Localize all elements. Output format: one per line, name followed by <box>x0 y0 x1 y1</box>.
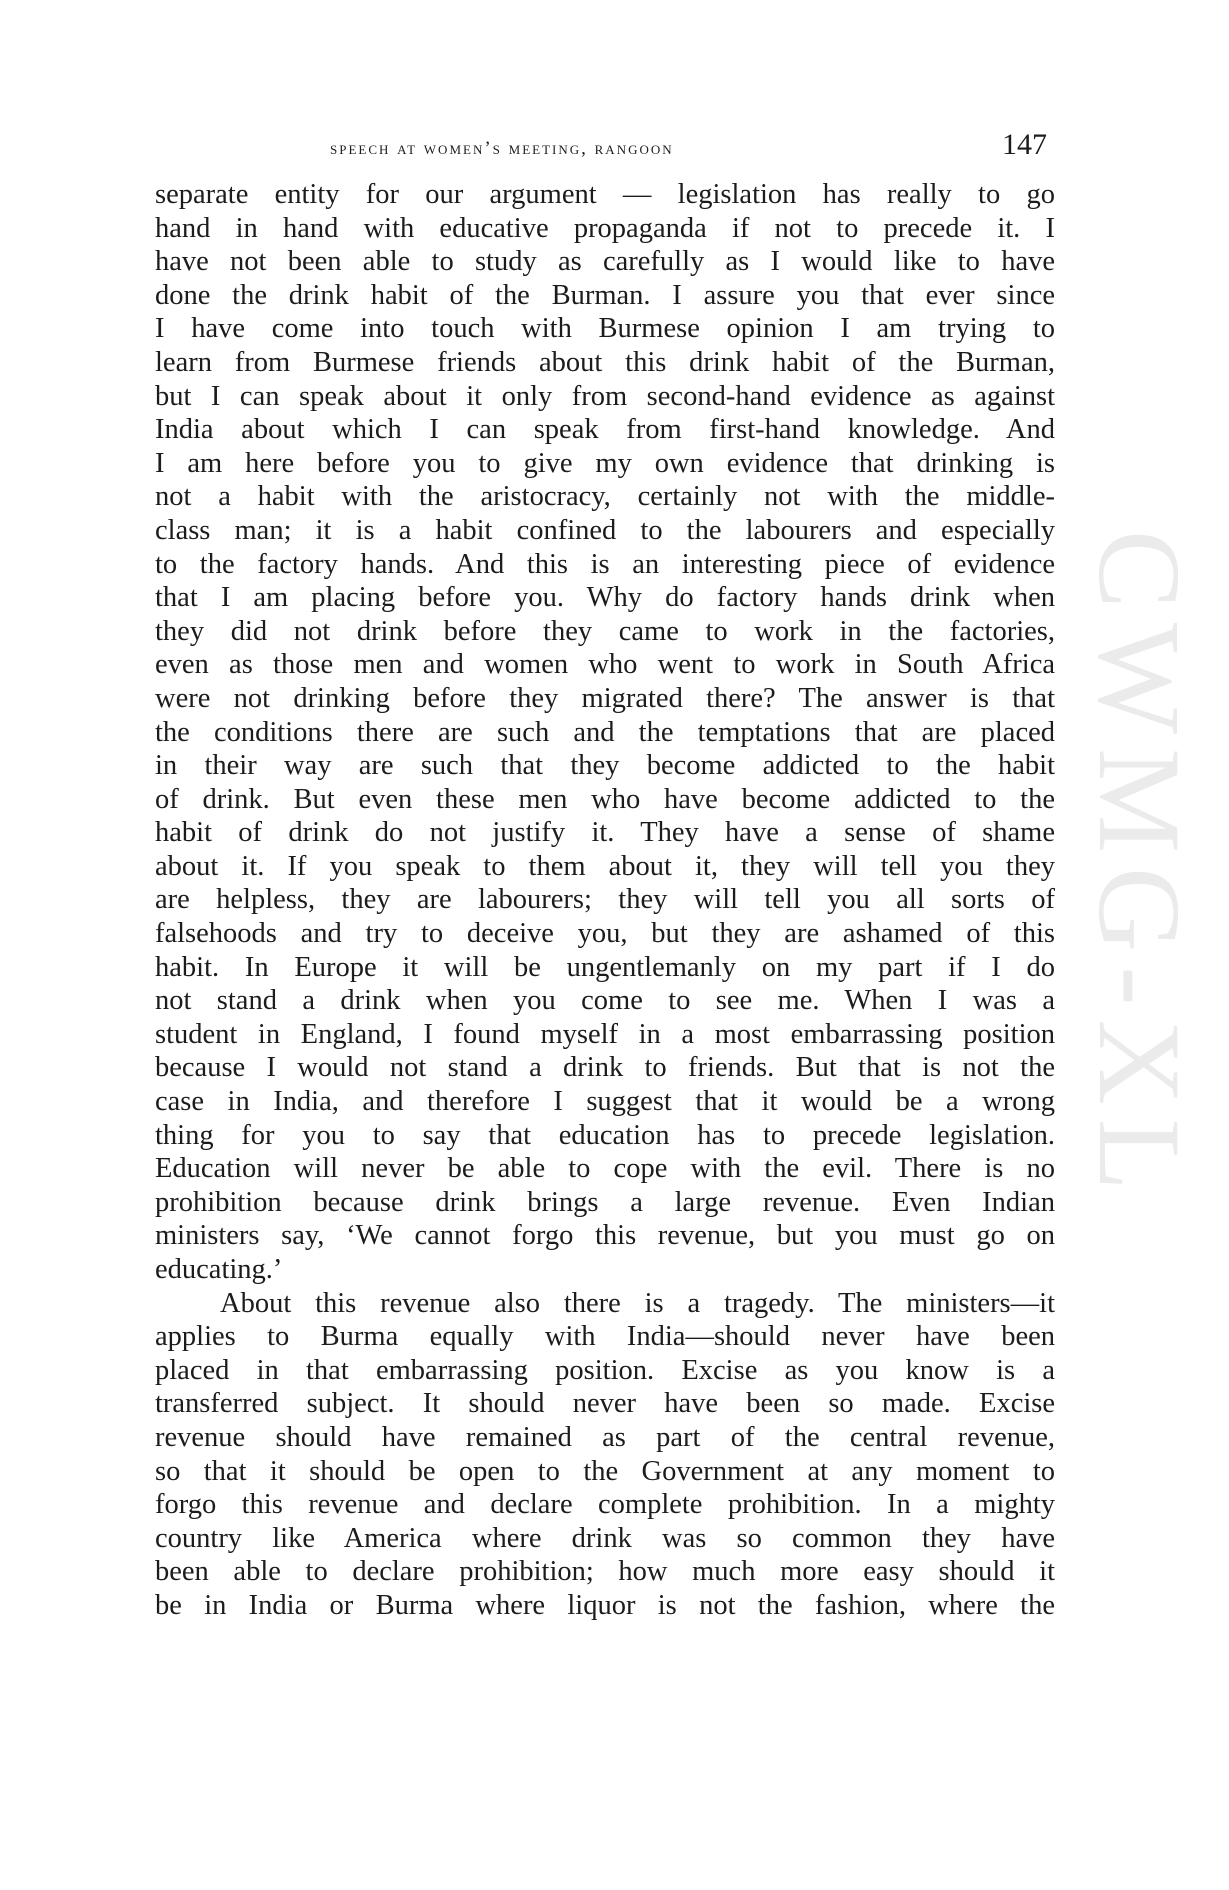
text-line: learn from Burmese friends about this drink habit of the Burman, <box>155 346 1055 378</box>
text-line: separate entity for our argument — legislation has really to go <box>155 179 1055 210</box>
text-line: be in India or Burma where liquor is not the fashion, where the <box>155 1589 1055 1621</box>
text-line: that I am placing before you. Why do factory hands drink when <box>155 582 1055 614</box>
paragraph <box>155 178 1055 1287</box>
page-header <box>155 128 1047 168</box>
text-line: they did not drink before they came to work in the factories, <box>155 615 1055 647</box>
text-line: of drink. But even these men who have become addicted to the <box>155 783 1055 815</box>
page-number: 147 <box>1002 128 1047 161</box>
text-line: Education will never be able to cope with the evil. There is no <box>155 1153 1055 1185</box>
text-line: the conditions there are such and the temptations that are placed <box>155 716 1055 748</box>
text-line: forgo this revenue and declare complete prohibition. In a mighty <box>155 1489 1055 1521</box>
text-line: been able to declare prohibition; how much more easy should it <box>155 1556 1055 1588</box>
text-line: habit. In Europe it will be ungentlemanly on my part if I do <box>155 951 1055 983</box>
text-line: so that it should be open to the Government at any moment to <box>155 1455 1055 1487</box>
text-line: class man; it is a habit confined to the labourers and especially <box>155 514 1055 546</box>
text-line: are helpless, they are labourers; they will tell you all sorts of <box>155 884 1055 916</box>
text-line: thing for you to say that education has to precede legislation. <box>155 1119 1055 1151</box>
text-line: ministers say, ‘We cannot forgo this revenue, but you must go on <box>155 1220 1055 1252</box>
text-line: even as those men and women who went to work in South Africa <box>155 649 1055 681</box>
text-line: falsehoods and try to deceive you, but they are ashamed of this <box>155 918 1055 950</box>
text-line: country like America where drink was so common they have <box>155 1522 1055 1554</box>
text-line: placed in that embarrassing position. Excise as you know is a <box>155 1354 1055 1386</box>
text-line: educating.’ <box>155 1254 283 1285</box>
text-line: not a habit with the aristocracy, certainly not with the middle- <box>155 481 1055 513</box>
text-line: to the factory hands. And this is an interesting piece of evidence <box>155 548 1055 580</box>
text-line: but I can speak about it only from second-hand evidence as against <box>155 380 1055 412</box>
text-line: because I would not stand a drink to friends. But that is not the <box>155 1052 1055 1084</box>
text-line: done the drink habit of the Burman. I assure you that ever since <box>155 279 1055 311</box>
body-text <box>155 178 1055 1623</box>
text-line: applies to Burma equally with India—should never have been <box>155 1321 1055 1353</box>
text-line: have not been able to study as carefully as I would like to have <box>155 246 1055 278</box>
text-line: were not drinking before they migrated there? The answer is that <box>155 682 1055 714</box>
watermark: CWMG-XL <box>1074 530 1205 1205</box>
running-head: speech at women’s meeting, rangoon <box>330 138 674 159</box>
text-line: About this revenue also there is a tragedy. The ministers—it <box>220 1287 1055 1319</box>
text-line: prohibition because drink brings a large revenue. Even Indian <box>155 1186 1055 1218</box>
text-line: I am here before you to give my own evidence that drinking is <box>155 447 1055 479</box>
text-line: India about which I can speak from first-hand knowledge. And <box>155 414 1055 446</box>
text-line: I have come into touch with Burmese opinion I am trying to <box>155 313 1055 345</box>
text-line: student in England, I found myself in a most embarrassing position <box>155 1018 1055 1050</box>
text-line: revenue should have remained as part of the central revenue, <box>155 1421 1055 1453</box>
text-line: transferred subject. It should never have been so made. Excise <box>155 1388 1055 1420</box>
text-line: about it. If you speak to them about it, they will tell you they <box>155 850 1055 882</box>
text-line: hand in hand with educative propaganda if not to precede it. I <box>155 212 1055 244</box>
text-line: in their way are such that they become addicted to the habit <box>155 750 1055 782</box>
paragraph <box>155 1287 1055 1623</box>
text-line: not stand a drink when you come to see me. When I was a <box>155 985 1055 1017</box>
text-line: case in India, and therefore I suggest that it would be a wrong <box>155 1086 1055 1118</box>
text-line: habit of drink do not justify it. They have a sense of shame <box>155 817 1055 849</box>
